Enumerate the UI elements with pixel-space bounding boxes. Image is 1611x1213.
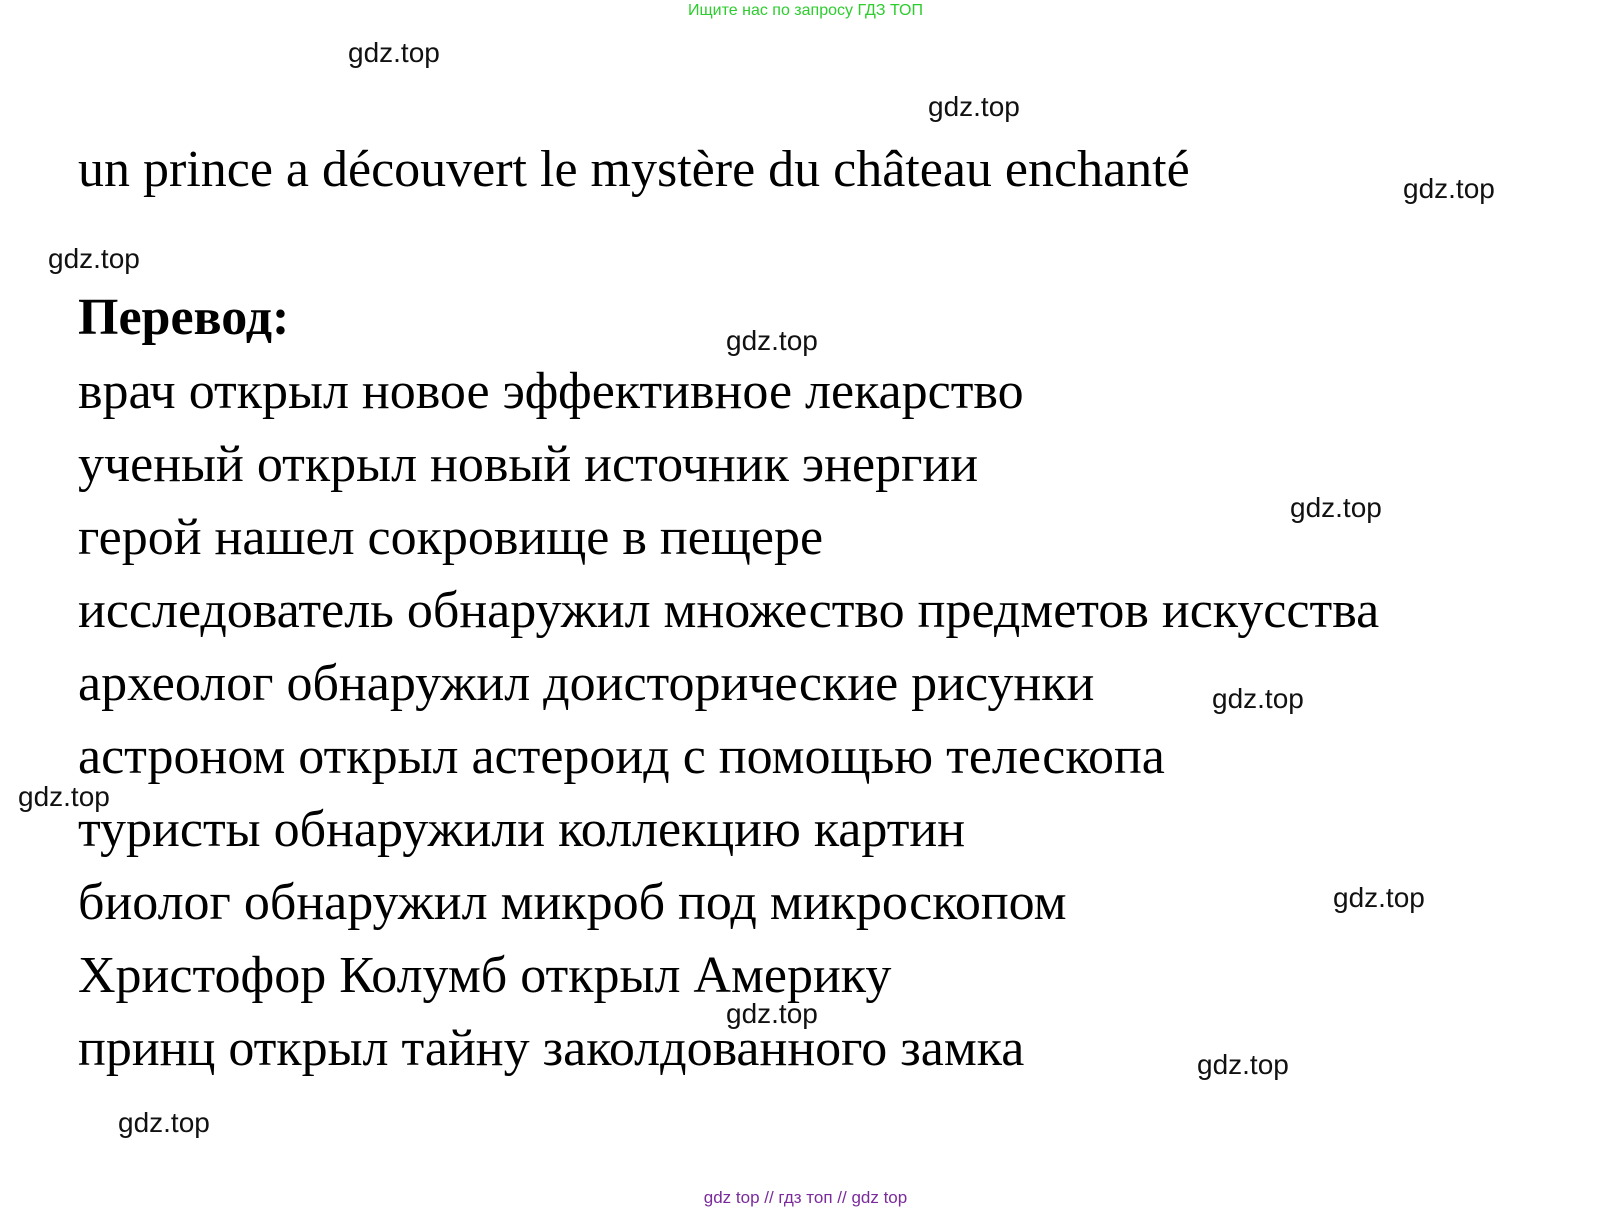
top-banner: Ищите нас по запросу ГДЗ ТОП [688,2,923,19]
translation-line: врач открыл новое эффективное лекарство [78,363,1024,420]
watermark: gdz.top [1403,173,1495,204]
watermark: gdz.top [348,37,440,68]
watermark: gdz.top [726,325,818,356]
translation-line: астроном открыл астероид с помощью телескопа [78,728,1165,785]
watermark: gdz.top [726,998,818,1029]
watermark: gdz.top [118,1107,210,1138]
french-sentence: un prince a découvert le mystère du château enchanté [78,141,1190,198]
watermark: gdz.top [928,91,1020,122]
translation-heading: Перевод: [78,289,290,346]
watermark: gdz.top [1197,1049,1289,1080]
translation-line: исследователь обнаружил множество предметов искусства [78,582,1380,639]
footer-watermark: gdz top // гдз топ // gdz top [703,1188,908,1207]
translation-line: биолог обнаружил микроб под микроскопом [78,874,1067,931]
translation-line: ученый открыл новый источник энергии [78,436,979,493]
watermark: gdz.top [1290,492,1382,523]
translation-line: Христофор Колумб открыл Америку [78,947,892,1004]
translation-line: принц открыл тайну заколдованного замка [78,1020,1025,1077]
watermark: gdz.top [1212,683,1304,714]
translation-line: туристы обнаружили коллекцию картин [78,801,966,858]
watermark: gdz.top [48,243,140,274]
translation-line: археолог обнаружил доисторические рисунки [78,655,1095,712]
translation-line: герой нашел сокровище в пещере [78,509,824,566]
watermark: gdz.top [1333,882,1425,913]
watermark: gdz.top [18,781,110,812]
